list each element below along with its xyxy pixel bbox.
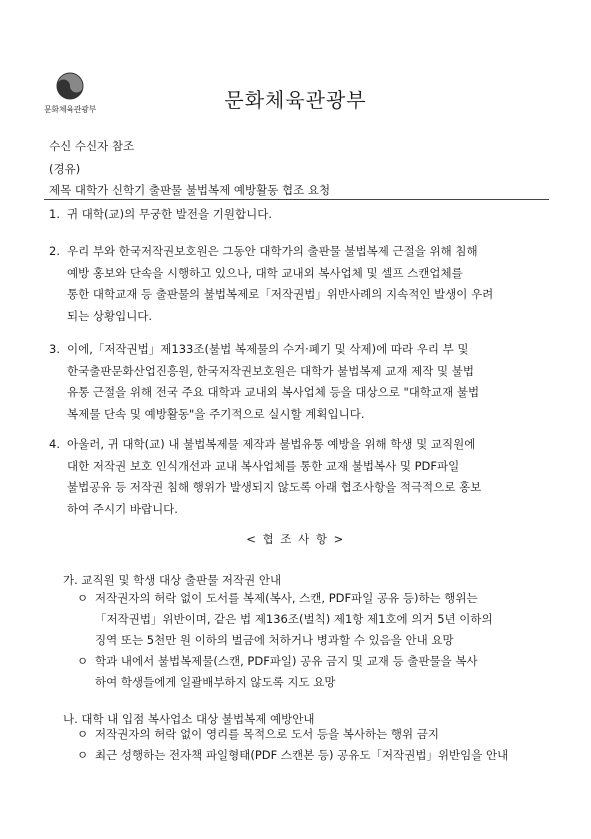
paragraph-line: 우리 부와 한국저작권보호원은 그동안 대학가의 출판물 불법복제 근절을 위해 침해 (67, 244, 478, 258)
via-line: (경유) (49, 162, 81, 176)
bullet-mark: ㅇ (77, 748, 89, 762)
cooperation-heading: < 협 조 사 항 > (246, 532, 345, 546)
paragraph-line: 하여 주시기 바랍니다. (67, 501, 178, 516)
divider (44, 199, 549, 200)
paragraph-number: 2. (49, 244, 60, 258)
paragraph-line: 통한 대학교재 등 출판물의 불법복제로「저작권법」위반사례의 지속적인 발생이 우려 (67, 287, 494, 301)
paragraph-line: 예방 홍보와 단속을 시행하고 있으나, 대학 교내외 복사업체 및 셀프 스캔업체를 (67, 265, 463, 280)
paragraph-line: 귀 대학(교)의 무궁한 발전을 기원합니다. (67, 207, 272, 221)
bullet-line: 최근 성행하는 전자책 파일형태(PDF 스캔본 등) 공유도「저작권법」위반임을 안내 (95, 748, 509, 762)
paragraph-line: 불법공유 등 저작권 침해 행위가 발생되지 않도록 아래 협조사항을 적극적으로 홍보 (67, 480, 482, 494)
bullet-line: 징역 또는 5천만 원 이하의 벌금에 처하거나 병과할 수 있음을 안내 요망 (95, 633, 454, 647)
logo-text: 문화체육관광부 (44, 105, 96, 114)
bullet-mark: ㅇ (77, 727, 89, 741)
paragraph-line: 한국출판문화산업진흥원, 한국저작권보호원은 대학가 불법복제 교재 제작 및 불법 (67, 363, 474, 378)
section-title: 나. 대학 내 입점 복사업소 대상 불법복제 예방안내 (63, 712, 315, 726)
bullet-mark: ㅇ (77, 591, 89, 605)
paragraph-number: 3. (49, 342, 60, 356)
paragraph-line: 복제물 단속 및 예방활동"을 주기적으로 실시할 계획입니다. (67, 406, 365, 421)
paragraph-line: 이에,「저작권법」제133조(불법 복제물의 수거·폐기 및 삭제)에 따라 우리 부 및 (67, 342, 469, 356)
bullet-line: 저작권자의 허락 없이 도서를 복제(복사, 스캔, PDF파일 공유 등)하는 행위는 (95, 591, 478, 605)
bullet-mark: ㅇ (77, 654, 89, 668)
paragraph-line: 되는 상황입니다. (67, 308, 153, 323)
paragraph-number: 1. (49, 207, 60, 221)
recipient-line: 수신 수신자 참조 (49, 139, 135, 153)
subject-line: 제목 대학가 신학기 출판물 불법복제 예방활동 협조 요청 (49, 183, 331, 197)
paragraph-line: 대한 저작권 보호 인식개선과 교내 복사업체를 통한 교재 불법복사 및 PDF파일 (67, 458, 460, 473)
section-title: 가. 교직원 및 학생 대상 출판물 저작권 안내 (63, 573, 282, 587)
bullet-line: 「저작권법」위반이며, 같은 법 제136조(벌칙) 제1항 제1호에 의거 5년 이하의 (95, 612, 493, 626)
bullet-line: 저작권자의 허락 없이 영리를 목적으로 도서 등을 복사하는 행위 금지 (95, 727, 439, 741)
paragraph-number: 4. (49, 437, 60, 451)
bullet-line: 학과 내에서 불법복제물(스캔, PDF파일) 공유 금지 및 교재 등 출판물을 복사 (95, 654, 478, 668)
ministry-title: 문화체육관광부 (224, 88, 367, 112)
bullet-line: 하여 학생들에게 일괄배부하지 않도록 지도 요망 (95, 675, 336, 689)
paragraph-line: 아울러, 귀 대학(교) 내 불법복제물 제작과 불법유통 예방을 위해 학생 및 교직원에 (67, 437, 476, 451)
paragraph-line: 유통 근절을 위해 전국 주요 대학과 교내외 복사업체 등을 대상으로 "대학교재 불법 (67, 385, 480, 399)
